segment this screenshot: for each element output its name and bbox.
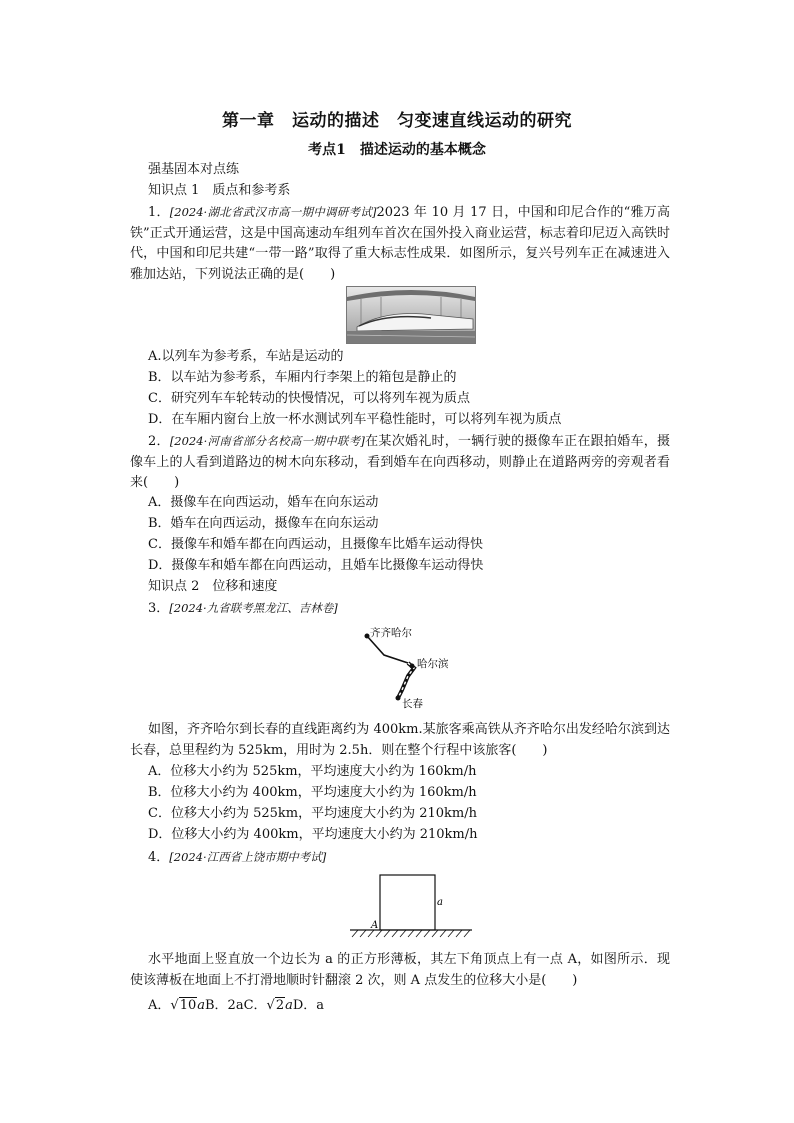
- railway-map: [350, 622, 470, 712]
- square-board-figure: [348, 870, 474, 944]
- question-2-number: 2．: [148, 434, 170, 449]
- question-1-option-d: D．在车厢内窗台上放一杯水测试列车平稳性能时，可以将列车视为质点: [148, 412, 562, 427]
- question-2-stem: [130, 431, 670, 494]
- question-4-stem: 水平地面上竖直放一个边长为 a 的正方形薄板，其左下角顶点上有一点 A，如图所示．现使该薄板在地面上不打滑地顺时针翻滚 2 次，则 A 点发生的位移大小是( ): [130, 952, 670, 988]
- question-4-header: [148, 847, 326, 868]
- train-photo: [346, 286, 476, 344]
- question-1-source: [2024·湖北省武汉市高一期中调研考试]: [169, 205, 377, 219]
- question-3-number: 3．: [148, 601, 170, 616]
- chapter-title: 第一章 运动的描述 匀变速直线运动的研究: [222, 111, 572, 131]
- question-4-source: [2024·江西省上饶市期中考试]: [169, 850, 327, 864]
- radicand-10: 10: [179, 998, 197, 1013]
- option-c-variable: a: [285, 998, 293, 1013]
- question-1-option-b: B．以车站为参考系，车厢内行李架上的箱包是静止的: [148, 370, 457, 385]
- sqrt-10: √10: [170, 998, 197, 1013]
- question-3-header: [148, 598, 338, 619]
- question-1-number: 1．: [148, 205, 170, 220]
- question-3-source: [2024·九省联考黑龙江、吉林卷]: [169, 601, 338, 615]
- map-label-changchun: 长春: [402, 698, 423, 710]
- train-photo-illustration: [347, 287, 475, 343]
- question-1-option-c: C．研究列车车轮转动的快慢情况，可以将列车视为质点: [148, 391, 470, 406]
- option-a-variable: a: [197, 998, 205, 1013]
- radicand-2: 2: [275, 998, 285, 1013]
- point-label-A: A: [371, 920, 379, 931]
- question-3-stem: 如图，齐齐哈尔到长春的直线距离约为 400km.某旅客乘高铁从齐齐哈尔出发经哈尔滨到达长春，总里程约为 525km，用时为 2.5h．则在整个行程中该旅客( ): [130, 722, 670, 758]
- question-3-option-c: C．位移大小约为 525km，平均速度大小约为 210km/h: [148, 806, 477, 821]
- question-4-number: 4．: [148, 850, 170, 865]
- question-4-option-a-label: A．: [148, 998, 171, 1013]
- question-2-option-c: C．摄像车和婚车都在向西运动，且摄像车比婚车运动得快: [148, 537, 483, 552]
- section-subtitle: 考点1 描述运动的基本概念: [308, 142, 486, 158]
- question-3-option-b: B．位移大小约为 400km，平均速度大小约为 160km/h: [148, 785, 477, 800]
- question-2-text: 在某次婚礼时，一辆行驶的摄像车正在跟拍婚车，摄像车上的人看到道路边的树木向东移动，看到婚车在向西移动，则静止在道路两旁的旁观者看来( ): [130, 434, 670, 490]
- question-3-option-d: D．位移大小约为 400km，平均速度大小约为 210km/h: [148, 827, 478, 842]
- question-1-text: 2023 年 10 月 17 日，中国和印尼合作的“雅万高铁”正式开通运营，这是中国高速动车组列车首次在国外投入商业运营，标志着印尼迈入高铁时代，中国和印尼共建“一带一路”取得了重大标志性成果．如图所示，复兴号列车正在减速进入雅加达站，下列说法正确的是( ): [130, 205, 670, 282]
- side-label-a: a: [437, 897, 443, 908]
- question-1-option-a: A.以列车为参考系，车站是运动的: [148, 349, 344, 364]
- question-4-option-d: D．a: [292, 998, 325, 1013]
- question-2-source: [2024·河南省部分名校高一期中联考]: [169, 434, 365, 448]
- question-2-option-b: B．婚车在向西运动，摄像车在向东运动: [148, 516, 379, 531]
- map-label-harbin: 哈尔滨: [417, 658, 449, 670]
- question-4-options: [148, 996, 324, 1016]
- railway-map-drawing: [350, 622, 470, 712]
- knowledge-point-2: 知识点 2 位移和速度: [148, 579, 278, 594]
- question-4-option-c-label: C．: [243, 998, 267, 1013]
- question-3-option-a: A．位移大小约为 525km，平均速度大小约为 160km/h: [148, 764, 477, 779]
- question-2-option-a: A．摄像车在向西运动，婚车在向东运动: [148, 495, 379, 510]
- knowledge-point-1: 知识点 1 质点和参考系: [148, 183, 291, 198]
- square-board-drawing: [348, 870, 474, 944]
- sqrt-2: √2: [266, 998, 285, 1013]
- question-2-option-d: D．摄像车和婚车都在向西运动，且婚车比摄像车运动得快: [148, 558, 484, 573]
- map-label-qiqihar: 齐齐哈尔: [370, 627, 412, 639]
- practice-heading: 强基固本对点练: [148, 162, 240, 177]
- question-4-option-b: B．2a: [205, 998, 244, 1013]
- question-1-stem: [130, 202, 670, 285]
